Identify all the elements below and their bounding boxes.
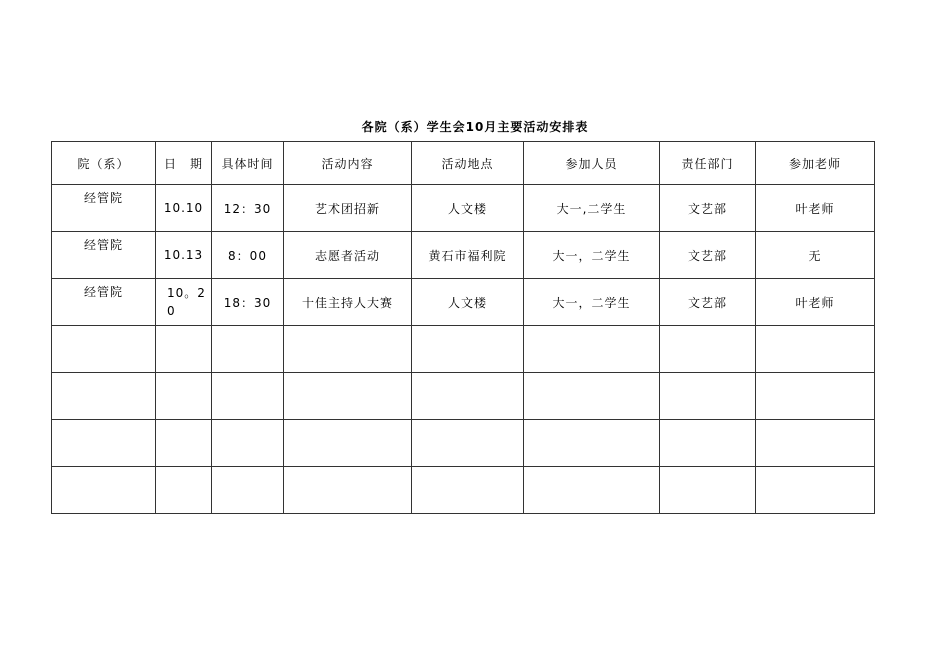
cell-time: 8：00	[212, 232, 284, 279]
table-row	[52, 279, 875, 326]
cell-empty	[756, 373, 875, 420]
cell-department: 文艺部	[660, 232, 756, 279]
cell-time: 12：30	[212, 185, 284, 232]
cell-empty	[756, 467, 875, 514]
cell-empty	[212, 467, 284, 514]
cell-department: 文艺部	[660, 279, 756, 326]
cell-teacher: 无	[756, 232, 875, 279]
header-participants: 参加人员	[524, 142, 660, 185]
cell-activity: 艺术团招新	[284, 185, 412, 232]
cell-empty	[756, 420, 875, 467]
cell-empty	[284, 373, 412, 420]
cell-empty	[52, 420, 156, 467]
cell-location: 人文楼	[412, 185, 524, 232]
header-college: 院（系）	[52, 142, 156, 185]
header-department: 责任部门	[660, 142, 756, 185]
header-row	[52, 142, 875, 185]
header-location: 活动地点	[412, 142, 524, 185]
cell-empty	[52, 467, 156, 514]
cell-teacher: 叶老师	[756, 185, 875, 232]
header-teacher: 参加老师	[756, 142, 875, 185]
cell-empty	[284, 420, 412, 467]
cell-empty	[412, 373, 524, 420]
cell-empty	[524, 467, 660, 514]
cell-college: 经管院	[52, 185, 156, 232]
cell-location: 黄石市福利院	[412, 232, 524, 279]
header-time: 具体时间	[212, 142, 284, 185]
cell-empty	[284, 326, 412, 373]
cell-empty	[524, 373, 660, 420]
cell-empty	[412, 326, 524, 373]
cell-participants: 大一,二学生	[524, 185, 660, 232]
cell-empty	[660, 420, 756, 467]
cell-empty	[412, 420, 524, 467]
cell-empty	[660, 326, 756, 373]
cell-date: 10.13	[156, 232, 212, 279]
table-row	[52, 420, 875, 467]
cell-activity: 志愿者活动	[284, 232, 412, 279]
cell-empty	[52, 326, 156, 373]
cell-empty	[52, 373, 156, 420]
cell-time: 18：30	[212, 279, 284, 326]
cell-empty	[212, 326, 284, 373]
cell-college: 经管院	[52, 279, 156, 326]
cell-empty	[284, 467, 412, 514]
cell-empty	[156, 420, 212, 467]
cell-empty	[156, 467, 212, 514]
table-row	[52, 373, 875, 420]
cell-college: 经管院	[52, 232, 156, 279]
cell-empty	[212, 420, 284, 467]
table-row	[52, 326, 875, 373]
cell-date: 10。20	[156, 279, 212, 326]
table-row	[52, 467, 875, 514]
table-title: 各院（系）学生会10月主要活动安排表	[361, 120, 589, 134]
cell-empty	[524, 420, 660, 467]
cell-empty	[756, 326, 875, 373]
cell-empty	[156, 373, 212, 420]
cell-empty	[156, 326, 212, 373]
header-activity: 活动内容	[284, 142, 412, 185]
table-row	[52, 185, 875, 232]
activity-schedule-table	[51, 141, 875, 514]
cell-empty	[412, 467, 524, 514]
cell-empty	[660, 467, 756, 514]
cell-department: 文艺部	[660, 185, 756, 232]
cell-empty	[660, 373, 756, 420]
cell-location: 人文楼	[412, 279, 524, 326]
cell-participants: 大一，二学生	[524, 232, 660, 279]
cell-empty	[212, 373, 284, 420]
cell-participants: 大一，二学生	[524, 279, 660, 326]
table-row	[52, 232, 875, 279]
cell-date: 10.10	[156, 185, 212, 232]
header-date: 日 期	[156, 142, 212, 185]
cell-teacher: 叶老师	[756, 279, 875, 326]
cell-empty	[524, 326, 660, 373]
cell-activity: 十佳主持人大赛	[284, 279, 412, 326]
